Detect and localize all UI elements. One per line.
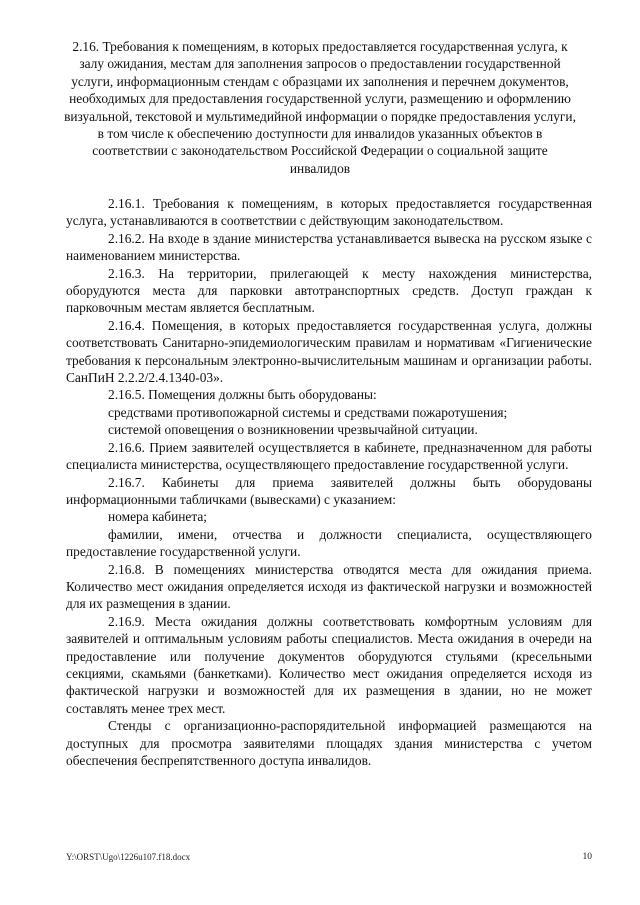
paragraph-2-16-4: 2.16.4. Помещения, в которых предоставляется государственная услуга, должны соответствовать Санитарно-эпидемиологическим правилам и нормативам «Гигиенические требования к персональным электронно-вычислительным машинам и организации работы. СанПиН 2.2.2/2.4.1340-03».: [66, 317, 592, 386]
paragraph-stands: Стенды с организационно-распорядительной информацией размещаются на доступных для просмотра заявителями площадях здания министерства с учетом обеспечения беспрепятственного доступа инвалидов.: [66, 718, 592, 768]
paragraph-2-16-5: 2.16.5. Помещения должны быть оборудованы:: [108, 387, 377, 403]
paragraph-2-16-3: 2.16.3. На территории, прилегающей к месту нахождения министерства, оборудуются места для парковки автотранспортных средств. Доступ граждан к парковочным местам является бесплатным.: [66, 265, 592, 316]
paragraph-2-16-9: 2.16.9. Места ожидания должны соответствовать комфортным условиям для заявителей и оптимальным условиям работы специалистов. Места ожидания в очереди на предоставление или получение документов оборудуются стульями (кресельными секциями, скамьями (банкетками). Количество мест ожидания определяется исходя из фактической нагрузки и возможностей для их размещения в здании, но не может составлять менее трех мест.: [66, 613, 592, 716]
list-item-alert-system: системой оповещения о возникновении чрезвычайной ситуации.: [108, 422, 478, 438]
list-item-room-number: номера кабинета;: [108, 509, 208, 525]
list-item-fire-systems: средствами противопожарной системы и средствами пожаротушения;: [108, 404, 508, 420]
paragraph-2-16-6: 2.16.6. Прием заявителей осуществляется в кабинете, предназначенном для работы специалиста министерства, осуществляющего предоставление государственной услуги.: [66, 439, 592, 473]
paragraph-2-16-1: 2.16.1. Требования к помещениям, в которых предоставляется государственная услуга, устанавливаются в соответствии с действующим законодательством.: [66, 196, 592, 229]
paragraph-2-16-8: 2.16.8. В помещениях министерства отводятся места для ожидания приема. Количество мест ожидания определяется исходя из фактической нагрузки и возможностей для их размещения в здании.: [66, 561, 592, 612]
footer-file-path: Y:\ORST\Ugo\1226u107.f18.docx: [66, 852, 191, 862]
section-body: [66, 195, 592, 769]
paragraph-2-16-7: 2.16.7. Кабинеты для приема заявителей должны быть оборудованы информационными табличками (вывесками) с указанием:: [66, 474, 592, 507]
paragraph-2-16-2: 2.16.2. На входе в здание министерства устанавливается вывеска на русском языке с наименованием министерства.: [66, 230, 592, 264]
page-number: 10: [582, 852, 592, 862]
section-heading: 2.16. Требования к помещениям, в которых предоставляется государственная услуга, к залу ожидания, местам для заполнения запросов о предоставлении государственной услуги, информационным стендам с образцами их заполнения и перечнем документов, необходимых для предоставления государственной услуги, размещению и оформлению визуальной, текстовой и мультимедийной информации о порядке предоставления услуги, в том числе к обеспечению доступности для инвалидов указанных объектов в соответствии с законодательством Российской Федерации о социальной защите инвалидов: [64, 39, 576, 176]
list-item-specialist-name: фамилии, имени, отчества и должности специалиста, осуществляющего предоставление государственной услуги.: [66, 526, 592, 560]
